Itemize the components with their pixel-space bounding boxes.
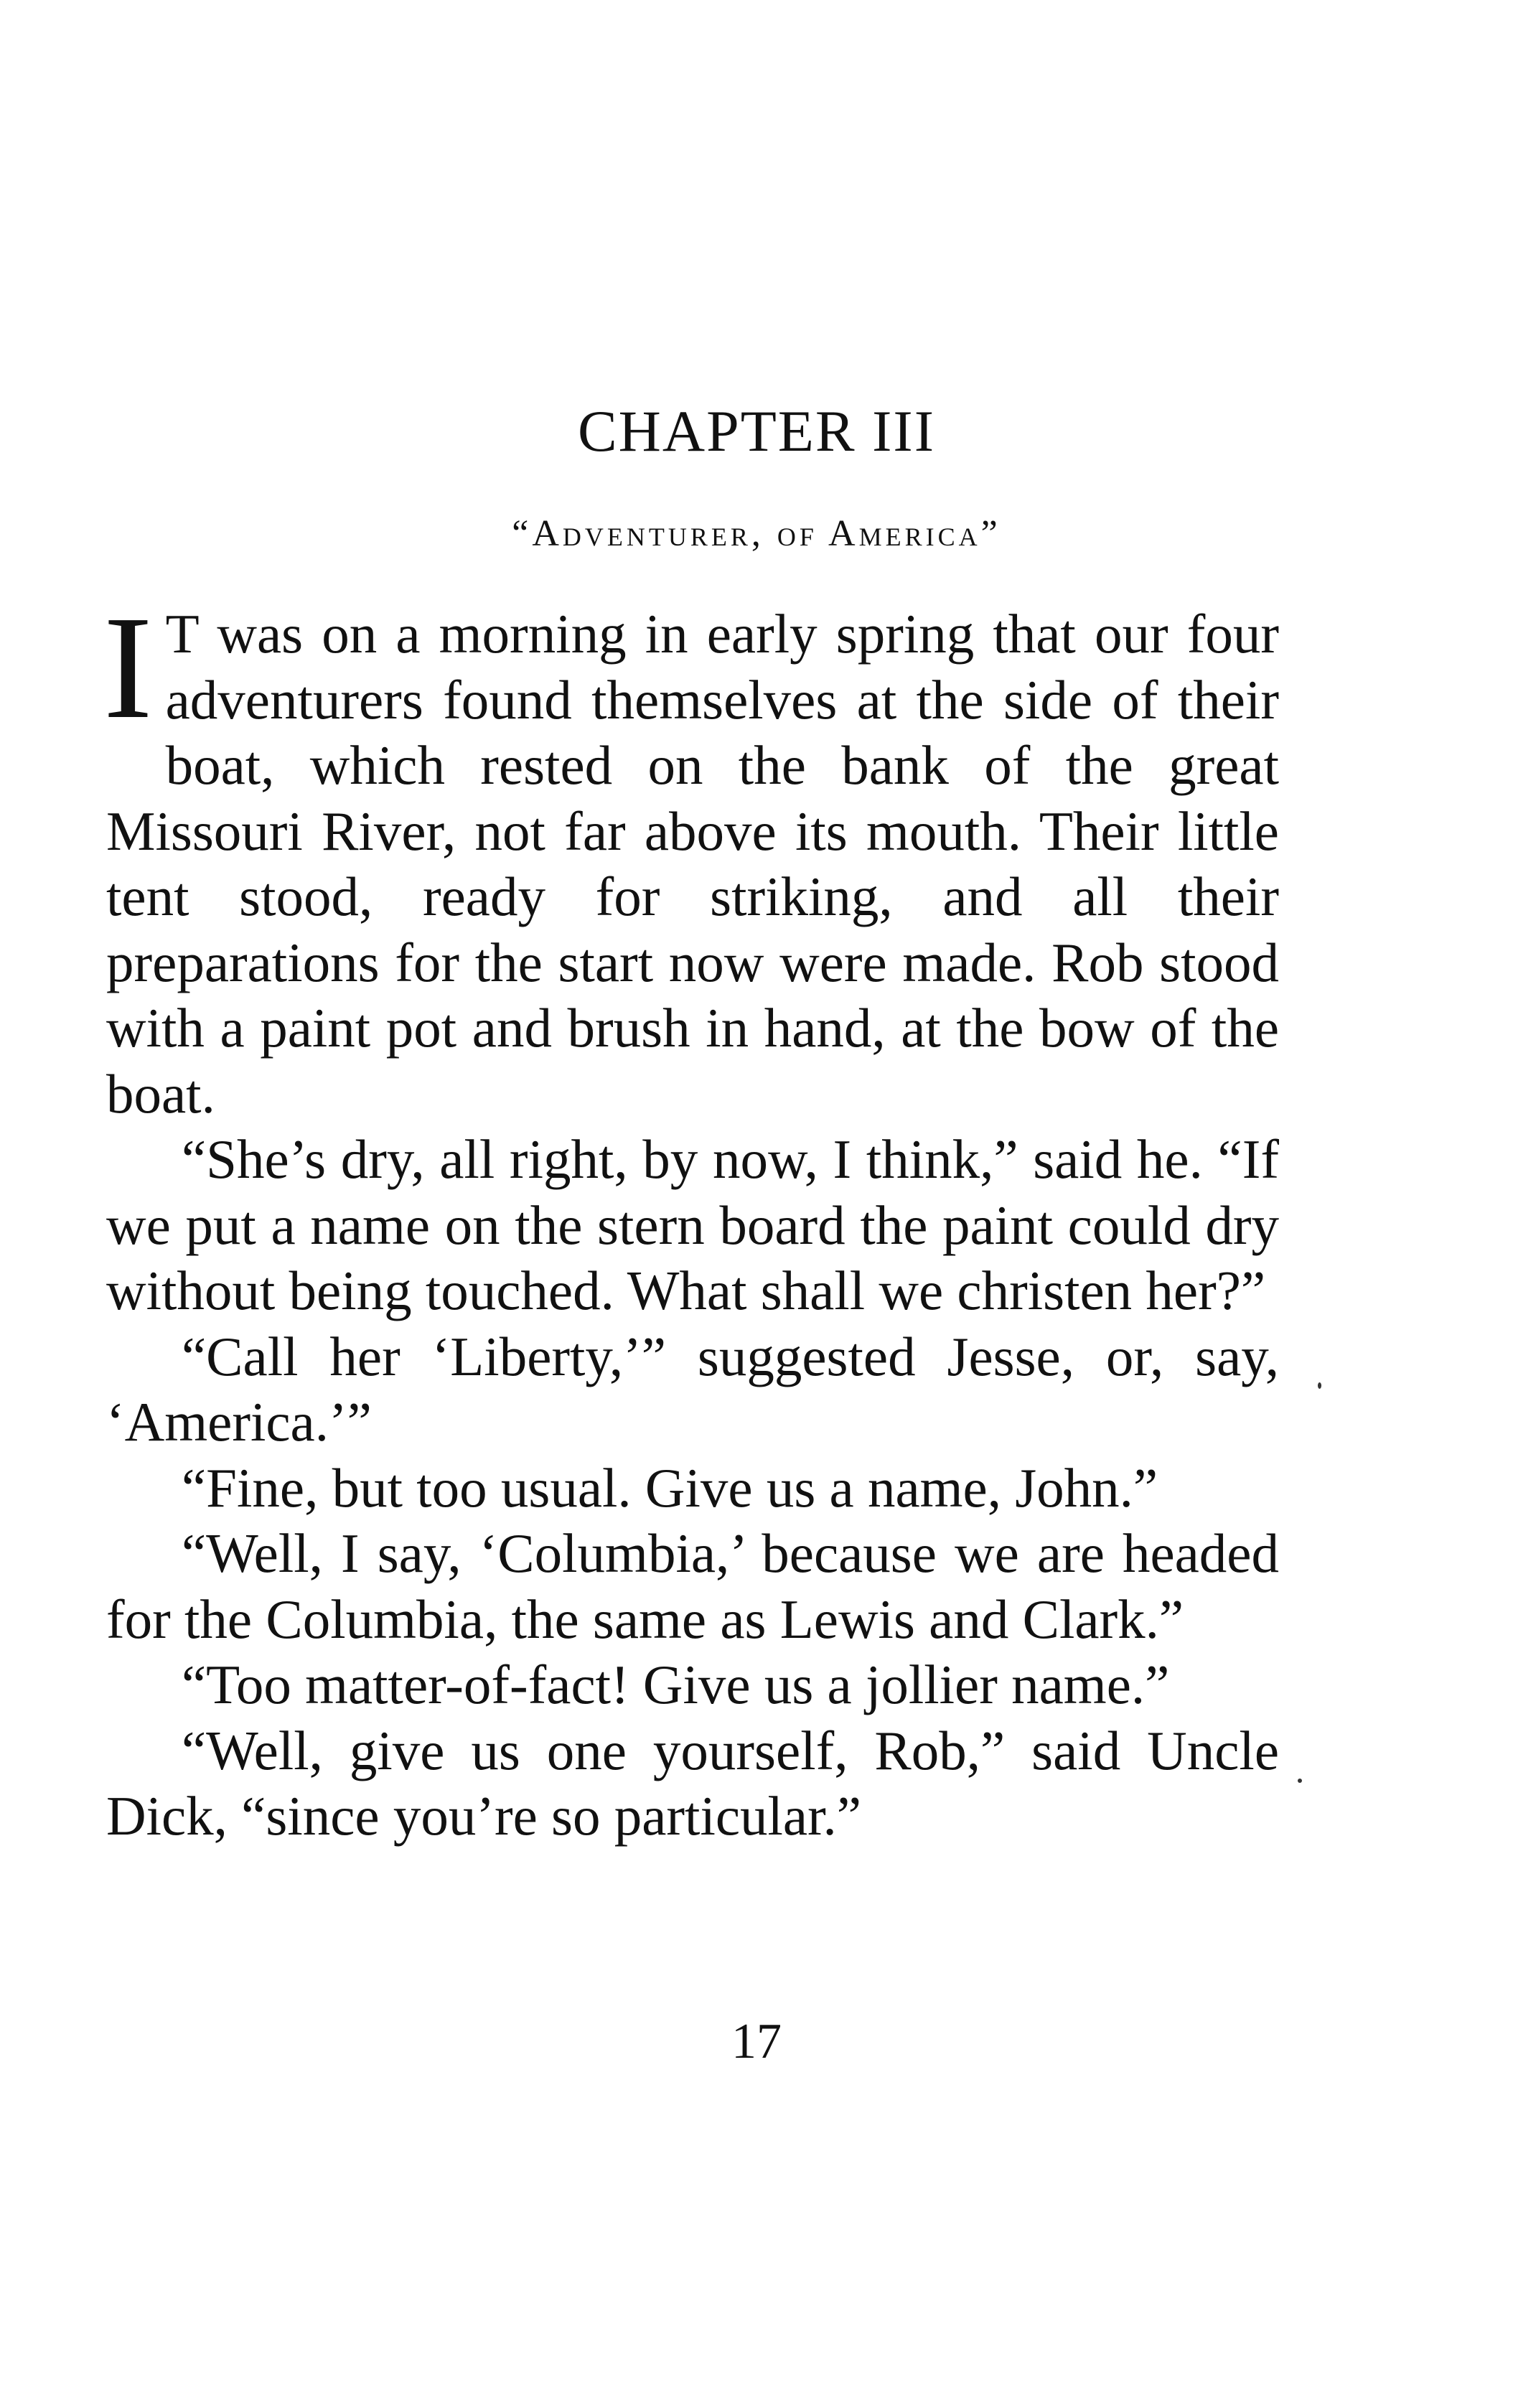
drop-cap: I xyxy=(103,585,153,749)
paragraph-opening xyxy=(103,585,1279,1127)
paragraph: “She’s dry, all right, by now, I think,” said he. “If we put a name on the stern board the paint could dry without being touched. What shall we christen her?” xyxy=(106,1128,1279,1321)
chapter-body xyxy=(103,585,1279,1850)
print-speck xyxy=(1318,1382,1321,1389)
paragraph: “Fine, but too usual. Give us a name, John.” xyxy=(182,1456,1158,1519)
paragraph: “Call her ‘Liberty,’” suggested Jesse, or, say, ‘America.’” xyxy=(106,1325,1279,1453)
chapter-subtitle: “Adventurer, of America” xyxy=(512,513,1001,554)
paragraph: “Well, give us one yourself, Rob,” said Uncle Dick, “since you’re so particular.” xyxy=(106,1719,1279,1847)
page-number: 17 xyxy=(731,2014,782,2069)
paragraph: “Well, I say, ‘Columbia,’ because we are headed for the Columbia, the same as Lewis and Clark.” xyxy=(106,1522,1279,1650)
print-speck xyxy=(1298,1779,1302,1783)
paragraph: “Too matter-of-fact! Give us a jollier name.” xyxy=(182,1654,1170,1715)
chapter-title: CHAPTER III xyxy=(577,398,936,464)
paragraph-text: T was on a morning in early spring that our four adventurers found themselves at the side of their boat, which rested on the bank of the great Missouri River, not far above its mouth. Their little tent stood, ready for striking, and all their preparations for the start now were made. Rob stood with a paint pot and brush in hand, at the bow of the boat. xyxy=(106,603,1279,1125)
